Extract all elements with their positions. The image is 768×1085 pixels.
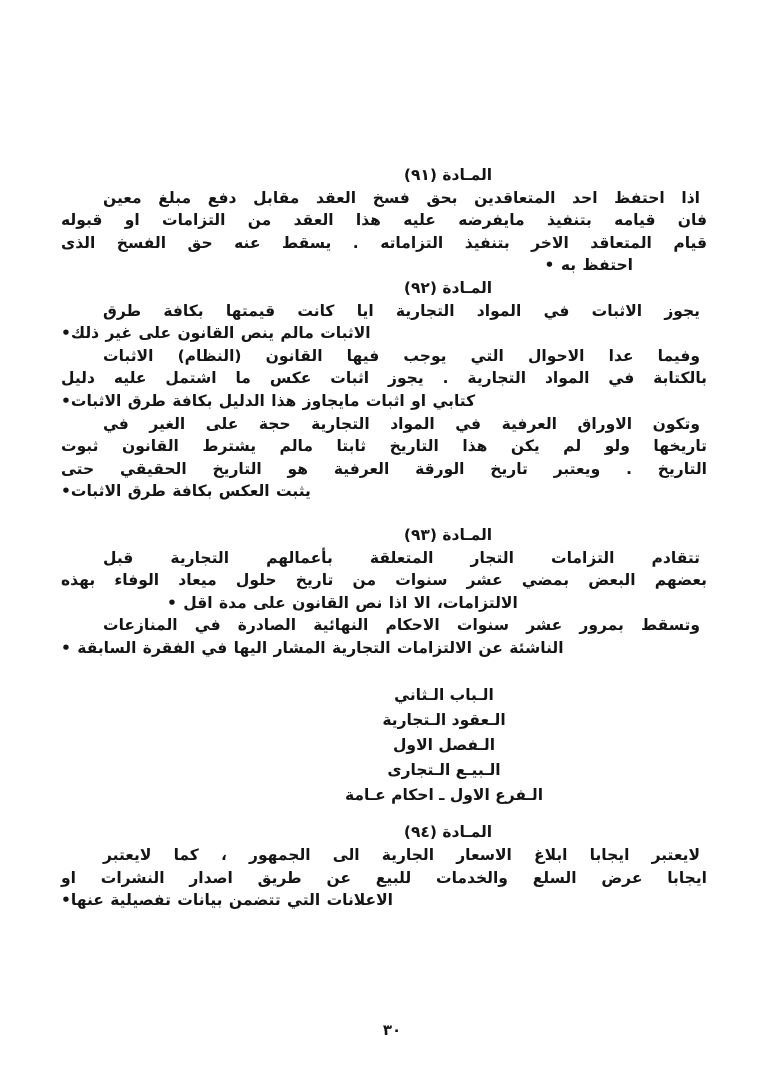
article-heading: المـادة (٩١): [403, 166, 493, 184]
article-heading: المـادة (٩٢): [403, 278, 493, 297]
text-line: الالتزامات، الا اذا نص القانون على مدة اقل •: [167, 593, 518, 612]
page-number: ٣٠: [382, 1021, 402, 1039]
section-heading: الـفرع الاول ـ احكام عـامة: [344, 786, 544, 805]
section-heading: الـفصل الاول: [392, 736, 496, 755]
section-heading: الـباب الـثاني: [394, 686, 494, 705]
text-line: الناشئة عن الالتزامات التجارية المشار اليها في الفقرة السابقة •: [61, 638, 564, 657]
text-line: لايعتبر ايجابا ابلاغ الاسعار الجارية الى الجمهور ، كما لايعتبر: [103, 846, 700, 865]
text-line: وتسقط بمرور عشر سنوات الاحكام النهائية الصادرة في المنازعات: [103, 616, 700, 635]
text-line: كتابي او اثبات مايجاوز هذا الدليل بكافة طرق الاثبات•: [61, 391, 476, 410]
text-line: بالكتابة في المواد التجارية . يجوز اثبات عكس ما اشتمل عليه دليل: [61, 369, 707, 388]
article-heading: المـادة (٩٣): [403, 525, 493, 544]
text-line: يجوز الاثبات في المواد التجارية ايا كانت قيمتها بكافة طرق: [103, 301, 700, 320]
text-line: تاريخها ولو لم يكن هذا التاريخ ثابتا مالم يشترط القانون ثبوت: [61, 437, 707, 456]
text-line: بعضهم البعض بمضي عشر سنوات من تاريخ حلول ميعاد الوفاء بهذه: [61, 571, 707, 590]
document-text-block: [61, 164, 707, 912]
section-heading-block: [121, 683, 767, 808]
text-line: ايجابا عرض السلع والخدمات للبيع عن طريق اصدار النشرات او: [61, 868, 707, 887]
text-line: فان قيامه بتنفيذ مايفرضه عليه هذا العقد من التزامات او قبوله: [61, 211, 707, 230]
article-heading: المـادة (٩٤): [403, 823, 493, 842]
text-line: الاعلانات التي تتضمن بيانات تفصيلية عنها•: [61, 891, 393, 910]
text-line: وفيما عدا الاحوال التي يوجب فيها القانون (النظام) الاثبات: [103, 346, 700, 365]
text-line: وتكون الاوراق العرفية في المواد التجارية حجة على الغير في: [103, 414, 700, 433]
text-line: تتقادم التزامات التجار المتعلقة بأعمالهم التجارية قبل: [103, 548, 700, 567]
text-line: قيام المتعاقد الاخر بتنفيذ التزاماته . يسقط عنه حق الفسخ الذى: [61, 233, 707, 252]
text-line: اذا احتفظ احد المتعاقدين بحق فسخ العقد مقابل دفع مبلغ معين: [103, 188, 700, 207]
section-heading: الـعقود الـتجارية: [382, 711, 506, 730]
text-line: الاثبات مالم ينص القانون على غير ذلك•: [61, 324, 371, 343]
text-line: احتفظ به •: [544, 256, 633, 275]
text-line: يثبت العكس بكافة طرق الاثبات•: [61, 482, 311, 501]
section-heading: الـبيـع الـتجارى: [387, 761, 501, 780]
text-line: التاريخ . ويعتبر تاريخ الورقة العرفية هو التاريخ الحقيقي حتى: [61, 459, 707, 478]
